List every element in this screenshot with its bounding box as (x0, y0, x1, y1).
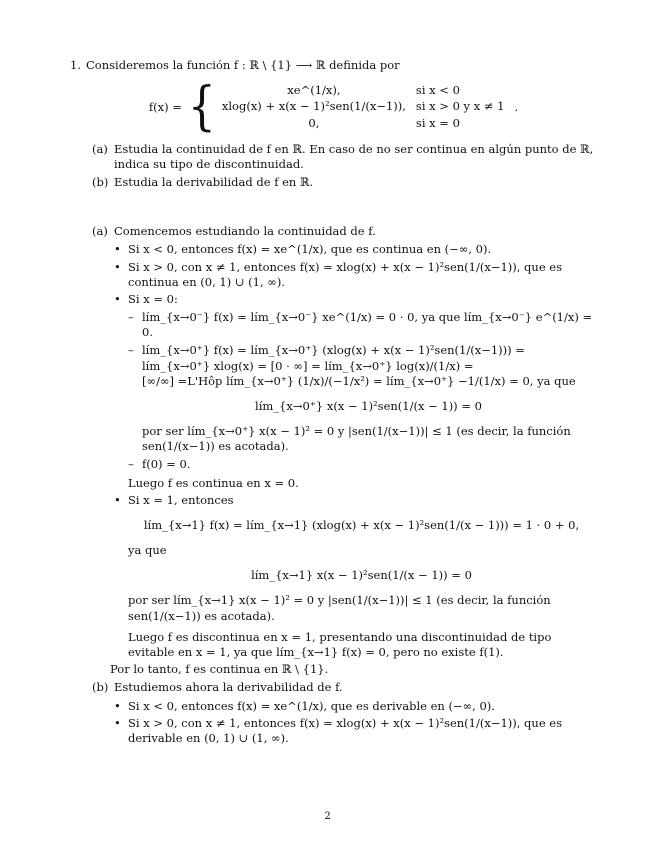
solution-a-label: (a) (92, 224, 108, 239)
part-a-label: (a) (92, 141, 108, 156)
bullet-x-zero (114, 292, 595, 491)
derivability-cases (114, 699, 595, 747)
dash-left-limit: – lím_{x→0⁻} f(x) = lím_{x→0⁻} xe^(1/x) = 0 · 0, ya que lím_{x→0⁻} e^(1/x) = 0. (128, 310, 595, 340)
case-expr-3: 0, (308, 115, 320, 130)
bullet-x-one (114, 493, 595, 660)
problem-part-a (92, 142, 595, 172)
continuity-conclusion: Por lo tanto, f es continua en ℝ \ {1}. (110, 662, 329, 677)
por-ser-text: por ser lím_{x→1} x(x − 1)² = 0 y |sen(1/(x−1))| ≤ 1 (es decir, la función sen(1/(x−1)) es acotada). (128, 593, 551, 623)
section-gap (72, 193, 595, 221)
right-limit-line-2: [∞/∞] =L'Hôp lím_{x→0⁺} (1/x)/(−1/x²) = lím_{x→0⁺} −1/(1/x) = 0, ya que (142, 373, 576, 388)
solution-a-intro: Comencemos estudiando la continuidad de f. (114, 224, 376, 239)
equation-limit-zero: lím_{x→0⁺} x(x − 1)²sen(1/(x − 1)) = 0 (255, 398, 482, 413)
case-cond-1: si x < 0 (415, 83, 460, 98)
bullet-x-one-text: Si x = 1, entonces (128, 492, 234, 507)
deriv-bullet-x-positive: • Si x > 0, con x ≠ 1, entonces f(x) = xlog(x) + x(x − 1)²sen(1/(x−1)), que es derivable en (0, 1) ∪ (1, ∞). (114, 716, 595, 746)
definition-period: . (514, 99, 519, 114)
dash-f-at-zero: – f(0) = 0. (128, 457, 595, 472)
solution-section (92, 224, 595, 746)
deriv-bullet-x-negative: • Si x < 0, entonces f(x) = xe^(1/x), que es derivable en (−∞, 0). (114, 699, 595, 714)
case-cond-3: si x = 0 (415, 115, 460, 130)
piecewise-definition (72, 76, 595, 138)
solution-part-b (92, 680, 595, 695)
continuity-at-zero: Luego f es continua en x = 0. (128, 475, 299, 490)
ya-que-text: ya que (128, 543, 167, 558)
dash-right-limit (128, 343, 595, 454)
solution-b-intro: Estudiemos ahora la derivabilidad de f. (114, 680, 343, 695)
function-lhs: f(x) = (148, 99, 182, 114)
case-expr-2: xlog(x) + x(x − 1)²sen(1/(x−1)), (221, 99, 406, 114)
bullet-x-positive: • Si x > 0, con x ≠ 1, entonces f(x) = xlog(x) + x(x − 1)²sen(1/(x−1)), que es continua en (0, 1) ∪ (1, ∞). (114, 260, 595, 290)
solution-b-label: (b) (92, 680, 109, 695)
bullet-x-negative: • Si x < 0, entonces f(x) = xe^(1/x), que es continua en (−∞, 0). (114, 242, 595, 257)
right-limit-line-1: – lím_{x→0⁺} f(x) = lím_{x→0⁺} (xlog(x) + x(x − 1)²sen(1/(x−1))) = lím_{x→0⁺} xlog(x) = [0 · ∞] = lím_{x→0⁺} log(x)/(1/x) = (142, 343, 525, 373)
problem-number: 1. (70, 58, 81, 72)
case-cond-2: si x > 0 y x ≠ 1 (415, 99, 505, 114)
problem-statement (72, 58, 595, 73)
bullet-x-zero-text: Si x = 0: (128, 291, 178, 306)
problem-parts (92, 142, 595, 191)
discontinuity-at-one: Luego f es discontinua en x = 1, presentando una discontinuidad de tipo evitable en x = 1, ya que lím_{x→1} f(x) = 0, pero no existe f(1). (128, 629, 552, 659)
cases-table (222, 83, 515, 132)
case-expr-1: xe^(1/x), (287, 83, 341, 98)
problem-intro: Consideremos la función f : ℝ \ {1} ⟶ ℝ definida por (86, 58, 400, 72)
right-limit-justification: por ser lím_{x→0⁺} x(x − 1)² = 0 y |sen(1/(x−1))| ≤ 1 (es decir, la función sen(1/(x−1)) es acotada). (142, 424, 571, 454)
equation-limit-factor: lím_{x→1} x(x − 1)²sen(1/(x − 1)) = 0 (251, 568, 472, 583)
continuity-cases (114, 242, 595, 660)
part-b-text: Estudia la derivabilidad de f en ℝ. (114, 175, 314, 190)
part-a-text: Estudia la continuidad de f en ℝ. En caso de no ser continua en algún punto de ℝ, indica su tipo de discontinuidad. (114, 141, 594, 171)
left-brace: { (187, 76, 216, 138)
problem-part-b (92, 175, 595, 190)
equation-limit-at-one: lím_{x→1} f(x) = lím_{x→1} (xlog(x) + x(x − 1)²sen(1/(x − 1))) = 1 · 0 + 0, (143, 517, 580, 532)
solution-part-a (92, 224, 595, 239)
page-number: 2 (324, 811, 331, 822)
part-b-label: (b) (92, 175, 109, 190)
